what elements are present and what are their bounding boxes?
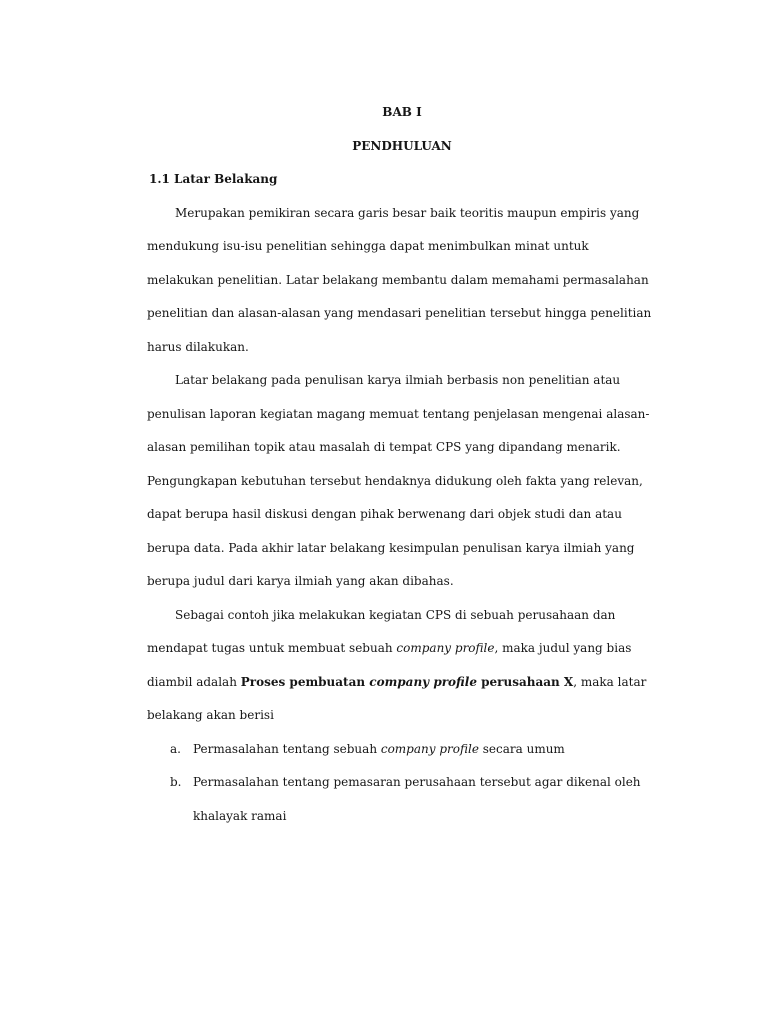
chapter-number: BAB I	[382, 105, 422, 119]
paragraph-1-line: mendukung isu-isu penelitian sehingga dapat menimbulkan minat untuk	[147, 239, 589, 254]
paragraph-2-line: alasan pemilihan topik atau masalah di tempat CPS yang dipandang menarik.	[147, 440, 621, 455]
paragraph-2-line: dapat berupa hasil diskusi dengan pihak berwenang dari objek studi dan atau	[147, 507, 622, 522]
text-segment: diambil adalah	[147, 674, 241, 689]
paragraph-2-line: Latar belakang pada penulisan karya ilmiah berbasis non penelitian atau	[175, 373, 621, 388]
paragraph-2-line: berupa judul dari karya ilmiah yang akan dibahas.	[147, 574, 454, 589]
page-content	[147, 96, 657, 833]
text-segment: secara umum	[478, 741, 565, 756]
paragraph-1-line: penelitian dan alasan-alasan yang mendasari penelitian tersebut hingga penelitian	[147, 306, 652, 321]
paragraph-1-line: melakukan penelitian. Latar belakang membantu dalam memahami permasalahan	[147, 272, 649, 287]
text-segment: Permasalahan tentang sebuah	[193, 741, 381, 756]
paragraph-1-line: harus dilakukan.	[147, 339, 249, 354]
example-paragraph-line: belakang akan berisi	[147, 708, 274, 723]
list-item-text	[193, 733, 565, 767]
example-paragraph-line	[147, 632, 657, 666]
list-item-b	[147, 766, 657, 800]
bold-title-segment: Proses pembuatan	[240, 674, 370, 689]
text-segment: mendapat tugas untuk membuat sebuah	[147, 641, 397, 656]
paragraph-2-line: penulisan laporan kegiatan magang memuat tentang penjelasan mengenai alasan-	[147, 406, 650, 421]
bold-title-segment: perusahaan X	[476, 674, 574, 689]
bold-italic-term: company profile	[369, 674, 477, 689]
paragraph-1-line: Merupakan pemikiran secara garis besar baik teoritis maupun empiris yang	[175, 205, 640, 220]
section-heading: 1.1 Latar Belakang	[149, 172, 278, 187]
chapter-title: PENDHULUAN	[352, 138, 452, 153]
text-segment: , maka judul yang bias	[494, 641, 632, 656]
list-item-text: Permasalahan tentang pemasaran perusahaan tersebut agar dikenal oleh	[193, 775, 641, 790]
example-paragraph-line: Sebagai contoh jika melakukan kegiatan CPS di sebuah perusahaan dan	[175, 607, 616, 622]
italic-term: company profile	[380, 741, 479, 756]
example-paragraph-line	[147, 666, 657, 700]
list-marker: b.	[170, 775, 182, 790]
text-segment: , maka latar	[573, 674, 647, 689]
list-marker: a.	[170, 741, 181, 756]
list-item-continuation: khalayak ramai	[193, 808, 287, 823]
list-item-a	[147, 733, 657, 767]
italic-term: company profile	[396, 641, 495, 656]
paragraph-2-line: berupa data. Pada akhir latar belakang kesimpulan penulisan karya ilmiah yang	[147, 540, 635, 555]
paragraph-2-line: Pengungkapan kebutuhan tersebut hendaknya didukung oleh fakta yang relevan,	[147, 473, 643, 488]
